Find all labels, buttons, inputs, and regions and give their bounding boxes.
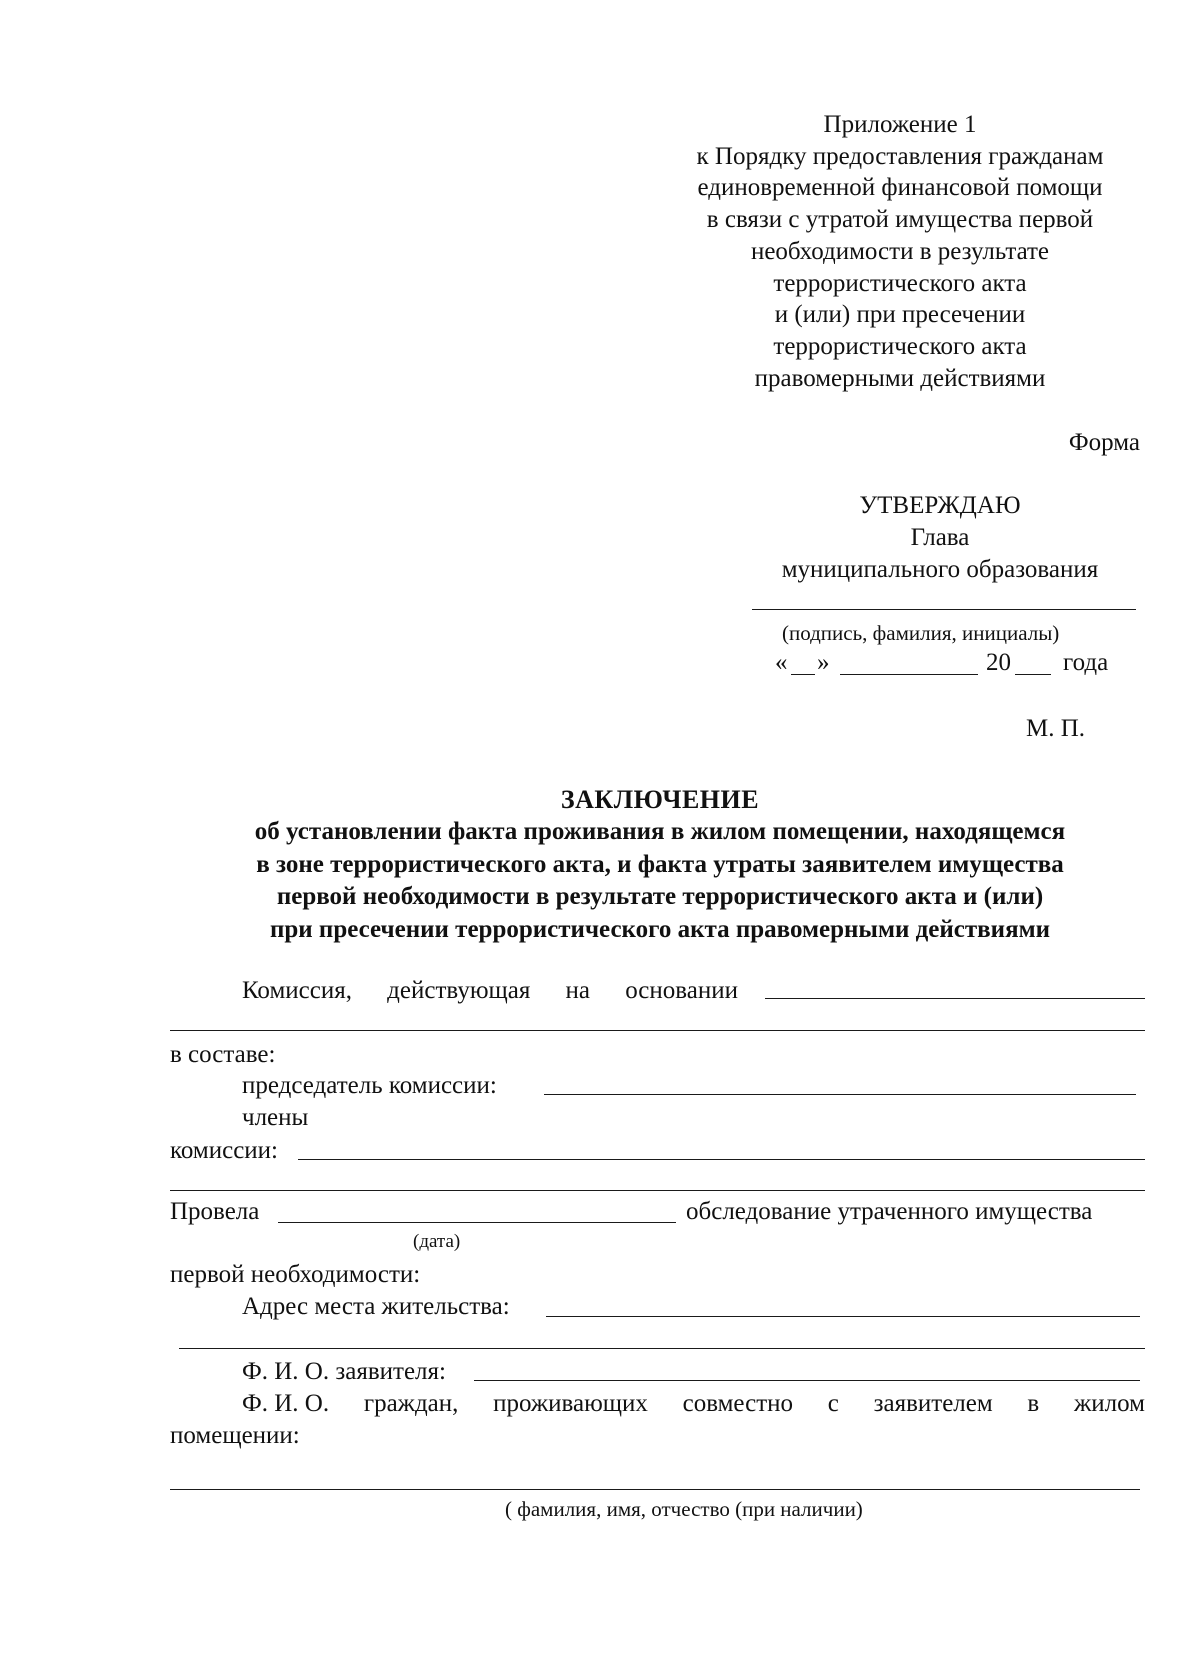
appendix-line: необходимости в результате [750, 237, 1050, 265]
composition-label: в составе: [170, 1041, 276, 1068]
date-open-quote: « [775, 649, 788, 676]
date-close-quote: » [817, 649, 830, 676]
applicant-name-label: Ф. И. О. заявителя: [242, 1358, 446, 1385]
members-field[interactable] [298, 1159, 1145, 1160]
approve-position-line1: Глава [910, 524, 970, 551]
members-field-continued[interactable] [170, 1190, 1145, 1191]
cohabitants-word: граждан, [363, 1390, 459, 1417]
cohabitants-field[interactable] [170, 1489, 1140, 1490]
appendix-line: и (или) при пресечении [774, 301, 1026, 329]
month-field[interactable] [840, 674, 978, 675]
signature-line[interactable] [752, 609, 1136, 610]
appendix-line: террористического акта [773, 332, 1027, 360]
chairman-field[interactable] [544, 1094, 1136, 1095]
cohabitants-label [242, 1388, 1145, 1420]
approval-block [740, 490, 1140, 586]
day-field[interactable] [791, 674, 815, 675]
commission-label [242, 975, 738, 1007]
cohabitants-word: жилом [1073, 1390, 1145, 1417]
commission-basis-field-continued[interactable] [170, 1030, 1145, 1031]
inspection-label: обследование утраченного имущества [686, 1198, 1093, 1225]
chairman-label: председатель комиссии: [242, 1072, 497, 1099]
document-subtitle-line: об установлении факта проживания в жилом помещении, находящемся [254, 818, 1066, 845]
commission-word: основании [625, 977, 738, 1004]
stamp-place: М. П. [1026, 715, 1086, 742]
document-subtitle-line: в зоне террористического акта, и факта утраты заявителем имущества [256, 850, 1064, 878]
document-subtitle-line: при пресечении террористического акта правомерными действиями [269, 915, 1051, 943]
cohabitants-word: заявителем [873, 1390, 993, 1417]
address-label: Адрес места жительства: [242, 1293, 510, 1320]
year-field[interactable] [1015, 674, 1051, 675]
year-prefix: 20 [986, 649, 1011, 676]
inspection-date-field[interactable] [278, 1222, 676, 1223]
appendix-line: террористического акта [773, 269, 1027, 297]
appendix-line: Приложение 1 [823, 111, 977, 138]
form-label: Форма [1068, 429, 1140, 456]
approve-position-line2: муниципального образования [781, 556, 1099, 583]
cohabitants-word: проживающих [493, 1390, 648, 1417]
cohabitants-word: с [827, 1390, 839, 1417]
members-label-line2: комиссии: [170, 1137, 278, 1164]
appendix-line: в связи с утратой имущества первой [706, 206, 1094, 234]
cohabitants-word: Ф. И. О. [242, 1390, 330, 1417]
date-caption: (дата) [413, 1231, 461, 1252]
signature-caption: (подпись, фамилия, инициалы) [782, 621, 1060, 645]
appendix-line: правомерными действиями [754, 364, 1046, 392]
year-suffix: года [1063, 649, 1109, 676]
approve-heading: УТВЕРЖДАЮ [859, 492, 1021, 519]
conducted-label: Провела [170, 1198, 260, 1225]
commission-basis-field[interactable] [765, 998, 1145, 999]
document-subtitle-line: первой необходимости в результате террористического акта и (или) [276, 883, 1044, 910]
name-caption: ( фамилия, имя, отчество (при наличии) [505, 1497, 863, 1521]
address-field[interactable] [546, 1316, 1140, 1317]
title-block [160, 784, 1160, 946]
document-title: ЗАКЛЮЧЕНИЕ [560, 785, 760, 814]
first-necessity-label: первой необходимости: [170, 1261, 421, 1288]
address-field-continued[interactable] [179, 1348, 1145, 1349]
commission-word: на [565, 977, 591, 1004]
cohabitants-word: совместно [682, 1390, 794, 1417]
cohabitants-word: в [1027, 1390, 1040, 1417]
members-label-line1: члены [242, 1104, 309, 1131]
commission-word: действующая [387, 977, 531, 1004]
premises-label: помещении: [170, 1422, 300, 1449]
applicant-name-field[interactable] [474, 1380, 1140, 1381]
appendix-line: единовременной финансовой помощи [697, 174, 1103, 202]
commission-word: Комиссия, [242, 977, 352, 1004]
appendix-line: к Порядку предоставления гражданам [696, 142, 1104, 170]
appendix-header [640, 109, 1160, 394]
